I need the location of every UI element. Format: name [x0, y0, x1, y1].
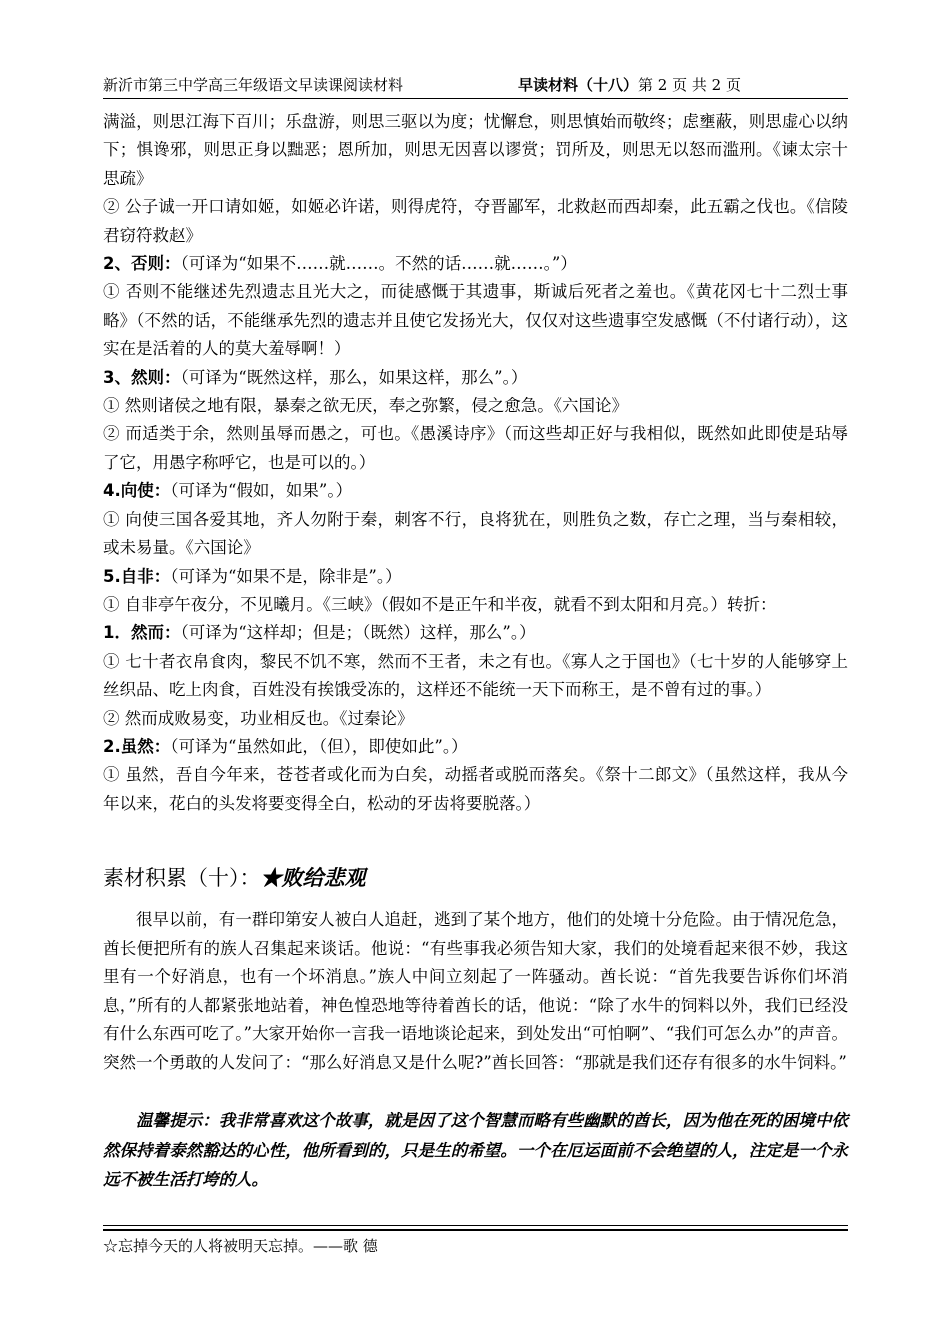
term-label: 3、然则：: [103, 367, 181, 387]
tip-text: 温馨提示：我非常喜欢这个故事，就是因了这个智慧而略有些幽默的酋长，因为他在死的困境中依然保持着泰然豁达的心性，他所看到的，只是生的希望。一个在厄运面前不会绝望的人，注定是一个永远不被生活打垮的人。: [103, 1111, 848, 1189]
note-line: ① 自非亭午夜分，不见曦月。《三峡》（假如不是正午和半夜，就看不到太阳和月亮。）转折：: [103, 594, 777, 614]
story-paragraph: 很早以前，有一群印第安人被白人追赶，逃到了某个地方，他们的处境十分危险。由于情况危急，酋长便把所有的族人召集起来谈话。他说：“有些事我必须告知大家，我们的处境看起来很不妙，我这里有一个好消息，也有一个坏消息。”族人中间立刻起了一阵骚动。酋长说：“首先我要告诉你们坏消息，”所有的人都紧张地站着，神色惶恐地等待着酋长的话，他说：“除了水牛的饲料以外，我们已经没有什么东西可吃了。”大家开始你一言我一语地谈论起来，到处发出“可怕啊”、“我们可怎么办”的声音。突然一个勇敢的人发问了：“那么好消息又是什么呢?”酋长回答：“那就是我们还存有很多的水牛饲料。”: [103, 910, 848, 1072]
note-heading: 1．然而：（可译为“这样却；但是；（既然）这样，那么”。）: [103, 623, 536, 643]
term-label: 2、否则：: [103, 254, 181, 274]
header-page-number: 第 2 页 共 2 页: [638, 76, 741, 94]
note-line: ① 七十者衣帛食肉，黎民不饥不寒，然而不王者，未之有也。《寡人之于国也》（七十岁的人能够穿上丝织品、吃上肉食，百姓没有挨饿受冻的，这样还不能统一天下而称王，是不曾有过的事。）: [103, 651, 848, 700]
note-line: ② 而适类于余，然则虽辱而愚之，可也。《愚溪诗序》（而这些却正好与我相似，既然如此即使是玷辱了它，用愚字称呼它，也是可以的。）: [103, 424, 848, 472]
footer-rule-thin: [103, 1225, 848, 1226]
section-title-label: 素材积累（十）：: [103, 866, 261, 890]
term-label: 1．然而：: [103, 623, 181, 643]
term-label: 2.虽然：: [103, 736, 171, 756]
header-school-title: 新沂市第三中学高三年级语文早读课阅读材料: [103, 76, 404, 94]
note-line: ① 否则不能继述先烈遗志且光大之，而徒感慨于其遗事，斯诚后死者之羞也。《黄花冈七十二烈士事略》（不然的话，不能继承先烈的遗志并且使它发扬光大，仅仅对这些遗事空发感慨（不付诸行动），这实在是活着的人的莫大羞辱啊！）: [103, 282, 848, 359]
term-label: 4.向使：: [103, 481, 171, 501]
header-material-info: [518, 74, 741, 96]
notes-body: [103, 108, 848, 818]
header-rule: [103, 98, 848, 99]
tip-paragraph: [103, 1106, 848, 1195]
note-heading: 2.虽然：（可译为“虽然如此，（但），即使如此”。）: [103, 736, 468, 756]
note-line: ① 虽然，吾自今年来，苍苍者或化而为白矣，动摇者或脱而落矣。《祭十二郎文》（虽然这样，我从今年以来，花白的头发将要变得全白，松动的牙齿将要脱落。）: [103, 765, 848, 813]
section-title: [103, 863, 366, 893]
note-line: 满溢，则思江海下百川；乐盘游，则思三驱以为度；忧懈怠，则思慎始而敬终；虑壅蔽，则思虚心以纳下；惧谗邪，则思正身以黜恶；恩所加，则思无因喜以谬赏；罚所及，则思无以怒而滥刑。《谏太宗十思疏》: [103, 112, 848, 188]
footer-rule-thick: [103, 1229, 848, 1231]
note-heading: 3、然则：（可译为“既然这样，那么，如果这样，那么”。）: [103, 367, 528, 387]
footer-quote: ☆忘掉今天的人将被明天忘掉。——歌 德: [103, 1237, 378, 1255]
note-line: ① 然则诸侯之地有限，暴秦之欲无厌，奉之弥繁，侵之愈急。《六国论》: [103, 396, 628, 416]
section-title-emphasis: ★败给悲观: [260, 865, 366, 890]
note-heading: 4.向使：（可译为“假如，如果”。）: [103, 481, 353, 501]
note-heading: 5.自非：（可译为“如果不是，除非是”。）: [103, 566, 402, 586]
header-material-name: 早读材料（十八）: [518, 76, 639, 94]
page-header: [103, 74, 848, 96]
term-label: 5.自非：: [103, 566, 171, 586]
note-heading: 2、否则：（可译为“如果不……就……。不然的话……就……。”）: [103, 254, 577, 274]
note-line: ② 然而成败易变，功业相反也。《过秦论》: [103, 708, 414, 728]
story-body: [103, 906, 848, 1078]
note-line: ① 向使三国各爱其地，齐人勿附于秦，刺客不行，良将犹在，则胜负之数，存亡之理，当与秦相较，或未易量。《六国论》: [103, 509, 848, 558]
note-line: ② 公子诚一开口请如姬，如姬必许诺，则得虎符，夺晋鄙军，北救赵而西却秦，此五霸之伐也。《信陵君窃符救赵》: [103, 197, 848, 245]
